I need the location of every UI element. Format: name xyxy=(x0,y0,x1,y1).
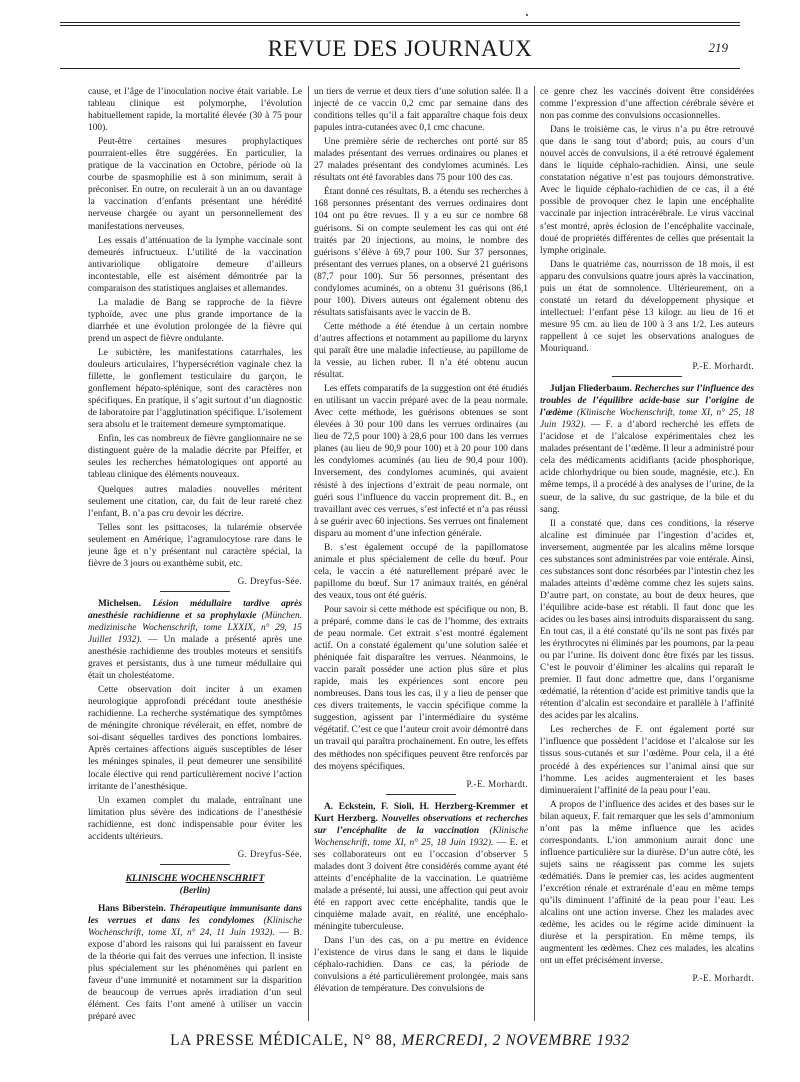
paragraph: un tiers de verrue et deux tiers d’une solution salée. Il a injecté de ce vaccin 0,2 cmc par semaine dans des conditions telles qu’il a fait apparaître chaque fois deux papules intra-cutanées avec 0,1 cmc chacune. xyxy=(314,87,528,134)
page-header-title: REVUE DES JOURNAUX xyxy=(267,36,533,61)
article-title: Recherches sur l’influence des troubles de l’équilibre acide-base sur l’origine de l’œdème xyxy=(540,384,754,419)
article-reference: (München. medizinische Wochenschrift, tome LXXIX, n° 29, 15 Juillet 1932). xyxy=(88,610,302,646)
article-heading xyxy=(88,598,302,682)
paragraph: Étant donné ces résultats, B. a étendu ses recherches à 168 personnes présentant des verrues ordinaires dont 104 ont pu être revues. Il y a eu sur ce nombre 68 guérisons. Si on compte seulement les cas qui ont été traités par 20 injections, au moins, le nombre des guérisons s’élève à 69,7 pour 100. Sur 37 personnes, présentant des verrues planes, on a observé 21 guérisons (87,7 pour 100). Sur 56 personnes, présentant des condylomes acuminés, on a obtenu 31 guérisons (86,1 pour 100). Divers auteurs ont également obtenu des résultats satisfaisants avec le vaccin de B. xyxy=(314,187,528,318)
article-reference: (Klinische Wochenschrift, tome XI, n° 24, 11 Juin 1932). xyxy=(88,916,302,939)
author-signature: P.-E. Morhardt. xyxy=(692,973,754,984)
paragraph: cause, et l’âge de l’inoculation nocive était variable. Le tableau clinique est polymorphe, l’évolution habituellement rapide, la mortalité élevée (30 à 75 pour 100). xyxy=(88,87,302,134)
top-rule-double xyxy=(60,25,740,26)
article-author: Juljan Fliederbaum. xyxy=(550,384,632,395)
article-title: Nouvelles observations et recherches sur l’encéphalite de la vaccination xyxy=(314,813,528,836)
author-signature: P.-E. Morhardt. xyxy=(692,361,754,372)
paragraph: Les effets comparatifs de la suggestion ont été étudiés en utilisant un vaccin préparé avec de la peau normale. Avec cette méthode, les guérisons obtenues se sont élevées à 30 pour 100 dans les verrues ordinaires (au lieu de 72,5 pour 100) à 28,6 pour 100 dans les verrues planes (au lieu de 90,9 pour 100) et à 20 pour 100 dans les condylomes acuminés (au lieu de 90,4 pour 100). Inversement, des condylomes acuminés, qui avaient résisté à des injections d’extrait de peau normale, ont guéri sous l’influence du vaccin proprement dit. B., en travaillant avec ces verrues, s’est infecté et n’a pas réussi à se guérir avec 60 injections. Ses verrues ont finalement disparu au moment d’une infection générale. xyxy=(314,384,528,539)
paragraph: Peut-être certaines mesures prophylactiques pourraient-elles être suggérées. En particulier, la pratique de la vaccination en Octobre, période où la courbe de spasmophilie est à son minimum, serait à préconiser. En outre, on reculerait à un an ou davantage la vaccination d’enfants présentant une hérédité nerveuse chargée ou ayant un personnellement des manifestations nerveuses. xyxy=(88,137,302,232)
column-3 xyxy=(540,86,754,1026)
article-title: Thérapeutique immunisante dans les verrues et dans les condylomes xyxy=(88,903,302,926)
paragraph: Un examen complet du malade, entraînant une limitation plus sévère des indications de l’anesthésie rachidienne, est donc indispensable pour éviter les accidents ultérieurs. xyxy=(88,795,302,842)
paragraph: A propos de l’influence des acides et des bases sur le bilan aqueux, F. fait remarquer que les sels d’ammonium n’ont pas la même influence que les acides correspondants. L’ion ammonium aurait donc une influence particulière sur la diurèse. D’un autre côté, les sujets sains ne réagissent pas comme les sujets œdématiés. Dans le premier cas, les acides augmentent l’excrétion rénale et extrarénale d’eau en même temps qu’ils diminuent l’affinité de la peau pour l’eau. Les alcalins ont une action inverse. Chez les malades avec œdème, les acides ou le régime acide diminuent la diurèse et la perspiration. En même temps, ils augmentent les œdèmes. Chez ces malades, les alcalins ont un effet précisément inverse. xyxy=(540,799,754,967)
article-reference: (Klinische Wochenschrift, tome XI, n° 25, 18 Juin 1932). xyxy=(540,408,754,431)
article-heading xyxy=(540,383,754,516)
separator xyxy=(160,591,230,592)
column-2 xyxy=(314,86,528,1026)
separator xyxy=(612,376,682,377)
footer-date: MERCREDI, 2 NOVEMBRE 1932 xyxy=(401,1032,630,1049)
article-title: Lésion médullaire tardive après anesthésie rachidienne et sa prophylaxie xyxy=(88,598,302,621)
article-text: — F. a d’abord recherché les effets de l’acidose et de l’alcalose expérimentales chez les malades présentant de l’œdème. Il leur a administré pour cela des médicaments acidifiants (acide phosphorique, acide chlorhydrique ou bien soude, magnésie, etc.). En même temps, il a procédé à des analyses de l’urine, de la sueur, de la salive, du suc gastrique, de la bile et du sang. xyxy=(540,420,754,515)
author-signature: G. Dreyfus-Sée. xyxy=(237,848,302,859)
page-footer xyxy=(0,1032,800,1050)
column-1 xyxy=(88,86,302,1026)
paragraph: La maladie de Bang se rapproche de la fièvre typhoïde, avec une plus grande importance de la diarrhée et une évolution prolongée de la fièvre qui prend un aspect de fièvre ondulante. xyxy=(88,297,302,344)
journal-section-city: (Berlin) xyxy=(179,885,211,896)
paragraph: Les essais d’atténuation de la lymphe vaccinale sont demeurés infructueux. L’utilité de la vaccination antivariolique obligatoire demeure d’ailleurs incontestable, elle est aisément démontrée par la comparaison des statistiques anglaises et allemandes. xyxy=(88,235,302,294)
print-mark xyxy=(526,14,528,16)
paragraph: Il a constaté que, dans ces conditions, la réserve alcaline est diminuée par l’ingestion d’acides et, inversement, augmentée par les alcalins même lorsque ces substances sont administrées par voie entérale. Ainsi, ces substances sont donc résorbées par l’intestin chez les malades atteints d’œdème comme chez les sujets sains. D’autre part, on constate, au bout de deux heures, que l’équilibre acide-base est rétabli. Il faut donc que les acides ou les bases ainsi introduits disparaissent du sang. En tout cas, il a été constaté qu’ils ne sont pas fixés par les érythrocytes ni éliminés par les poumons, par la peau ou par l’urine. Ils doivent donc être fixés par les tissus. C’est le pouvoir d’éliminer les alcalins qui reparaît le premier. Il faut donc admettre que, dans l’organisme œdématié, la rétention d’acide est primitive tandis que la rétention d’alcalin est secondaire et parallèle à l’affinité des acides par les alcalins. xyxy=(540,518,754,722)
article-text: — Un malade a présenté après une anesthésie rachidienne des troubles moteurs et sensitifs graves et persistants, dus à une tumeur médullaire qui était un cholestéatome. xyxy=(88,635,302,682)
article-author: Hans Biberstein. xyxy=(98,903,166,914)
paragraph: B. s’est également occupé de la papillomatose animale et plus spécialement de celle du bœuf. Pour cela, le vaccin a été naturellement préparé avec le papillome du bœuf. Sur 17 animaux traités, en général des veaux, tous ont été guéris. xyxy=(314,542,528,601)
paragraph: Cette observation doit inciter à un examen neurologique approfondi précédant toute anesthésie rachidienne. La recherche systématique des symptômes de méningite chronique révélerait, en effet, nombre de soi-disant séquelles tardives des ponctions lombaires. Après certaines affections aiguës susceptibles de léser les méninges spinales, il peut demeurer une sensibilité locale élective qui rend particulièrement nocive l’action irritante de l’anesthésique. xyxy=(88,685,302,792)
paragraph: Le subictère, les manifestations catarrhales, les douleurs articulaires, l’hypersécrétion vaginale chez la fillette, le gonflement testiculaire du garçon, le gonflement hépato-splénique, sont des caractères non spécifiques. En pratique, il s’agit surtout d’un diagnostic de laboratoire par l’agglutination spécifique. L’isolement sera absolu et le traitement demeure symptomatique. xyxy=(88,347,302,431)
article-reference: (Klinische Wochenschrift, tome XI, n° 25, 18 Juin 1932). xyxy=(314,825,528,848)
separator xyxy=(386,794,456,795)
paragraph: Dans l’un des cas, on a pu mettre en évidence l’existence de virus dans le sang et dans le liquide céphalo-rachidien. Dans ce cas, la période de convulsions a été particulièrement prolongée, mais sans élévation de température. Des convulsions de xyxy=(314,936,528,995)
author-signature: G. Dreyfus-Sée. xyxy=(237,575,302,586)
paragraph: Enfin, les cas nombreux de fièvre ganglionnaire ne se distinguent guère de la maladie décrite par Pfeiffer, et seules les recherches hématologiques ont apporté au tableau clinique des éléments nouveaux. xyxy=(88,434,302,481)
paragraph: Quelques autres maladies nouvelles méritent seulement une citation, car, du fait de leur rareté chez l’enfant, B. n’a pas cru devoir les décrire. xyxy=(88,484,302,519)
footer-journal: LA PRESSE MÉDICALE, N° 88, xyxy=(170,1032,397,1049)
author-signature: P.-E. Morhardt. xyxy=(466,778,528,789)
article-heading xyxy=(88,903,302,1023)
page-number: 219 xyxy=(708,40,728,55)
article-text: — B. expose d’abord les raisons qui lui paraissent en faveur de la théorie qui fait des verrues une infection. Il insiste plus spécialement sur les phénomènes qui parlent en faveur d’une immunité et notamment sur la disparition de beaucoup de verrues après irradiation d’un seul élément. Ces faits l’ont amené à utiliser un vaccin préparé avec xyxy=(88,928,302,1023)
paragraph: Une première série de recherches ont porté sur 85 malades présentant des verrues ordinaires ou planes et 27 malades présentant des condylomes acuminés. Les résultats ont été favorables dans 75 pour 100 des cas. xyxy=(314,137,528,184)
article-author: Michelsen. xyxy=(98,598,141,609)
header-bottom-rule xyxy=(60,68,740,69)
text-columns xyxy=(88,86,756,1026)
paragraph: Telles sont les psittacoses, la tularémie observée seulement en Amérique, l’agranulocytose rare dans le jeune âge et n’y présentant nul caractère spécial, la fièvre de 3 jours ou exanthème subit, etc. xyxy=(88,522,302,569)
paragraph: Pour savoir si cette méthode est spécifique ou non, B. a préparé, comme dans le cas de l’homme, des extraits de peau normale. Cet extrait s’est montré également actif. On a constaté également qu’une solution salée et phéniquée fait disparaître les verrues. Néanmoins, le vaccin paraît posséder une action plus sûre et plus rapide, mais les expériences sont encore peu nombreuses. Dans tous les cas, il y a lieu de penser que ces divers traitements, le vaccin spécifique comme la suggestion, agissent par l’intermédiaire du système végétatif. C’est ce que l’auteur croit avoir démontré dans un travail qui paraîtra prochainement. En outre, les effets des méthodes non spécifiques peuvent être renforcés par des moyens spécifiques. xyxy=(314,604,528,772)
top-rule xyxy=(60,22,740,23)
article-heading xyxy=(314,801,528,934)
separator xyxy=(160,864,230,865)
paragraph: ce genre chez les vaccinés doivent être considérées comme l’expression d’une affection cérébrale sévère et non pas comme des convulsions occasionnelles. xyxy=(540,87,754,122)
paragraph: Dans le quatrième cas, nourrisson de 18 mois, il est apparu des convulsions quatre jours après la vaccination, puis un état de somnolence. Ultérieurement, on a constaté un retard du développement physique et intellectuel: l’enfant pèse 13 kilogr. au lieu de 16 et mesure 95 cm. au lieu de 100 à 3 ans 1/2. Les auteurs rappellent à ce sujet les observations analogues de Mouriquand. xyxy=(540,259,754,354)
paragraph: Dans le troisième cas, le virus n’a pu être retrouvé que dans le sang tout d’abord; puis, au cours d’un nouvel accès de convulsions, il a été retrouvé également dans le liquide céphalo-rachidien. Ainsi, une seule constatation négative n’est pas toujours démonstrative. Avec le liquide céphalo-rachidien de ce cas, il a été possible de provoquer chez le lapin une encéphalite vaccinale par injection intracérébrale. Le virus vaccinal s’est montré, après éclosion de l’encéphalite vaccinale, doué de propriétés différentes de celles que présentait la lymphe originale. xyxy=(540,125,754,256)
paragraph: Cette méthode a été étendue à un certain nombre d’autres affections et notamment au papillome du larynx qui paraît être une maladie infectieuse, au papillome de la vessie, au lichen ruber. Il n’a été obtenu aucun résultat. xyxy=(314,321,528,381)
journal-section-title: KLINISCHE WOCHENSCHRIFT xyxy=(125,872,265,884)
paragraph: Les recherches de F. ont également porté sur l’influence que possèdent l’acidose et l’alcalose sur les tissus sous-cutanés et sur l’œdème. Pour cela, il a été procédé à des expériences sur l’animal ainsi que sur l’homme. Les acides augmenteraient et les bases diminueraient l’affinité de la peau pour l’eau. xyxy=(540,725,754,796)
article-author: A. Eckstein, F. Sioli, H. Herzberg-Kremmer et Kurt Herzberg. xyxy=(314,801,528,824)
article-text: — E. et ses collaborateurs ont eu l’occasion d’observer 5 malades dont 3 doivent être considérés comme ayant été atteints d’encéphalite de la vaccination. Le quatrième malade a présenté, lui aussi, une affection qui peut avoir été en rapport avec cette encéphalite, tandis que le cinquième malade avait, en réalité, une encéphalo-méningite tuberculeuse. xyxy=(314,837,528,933)
